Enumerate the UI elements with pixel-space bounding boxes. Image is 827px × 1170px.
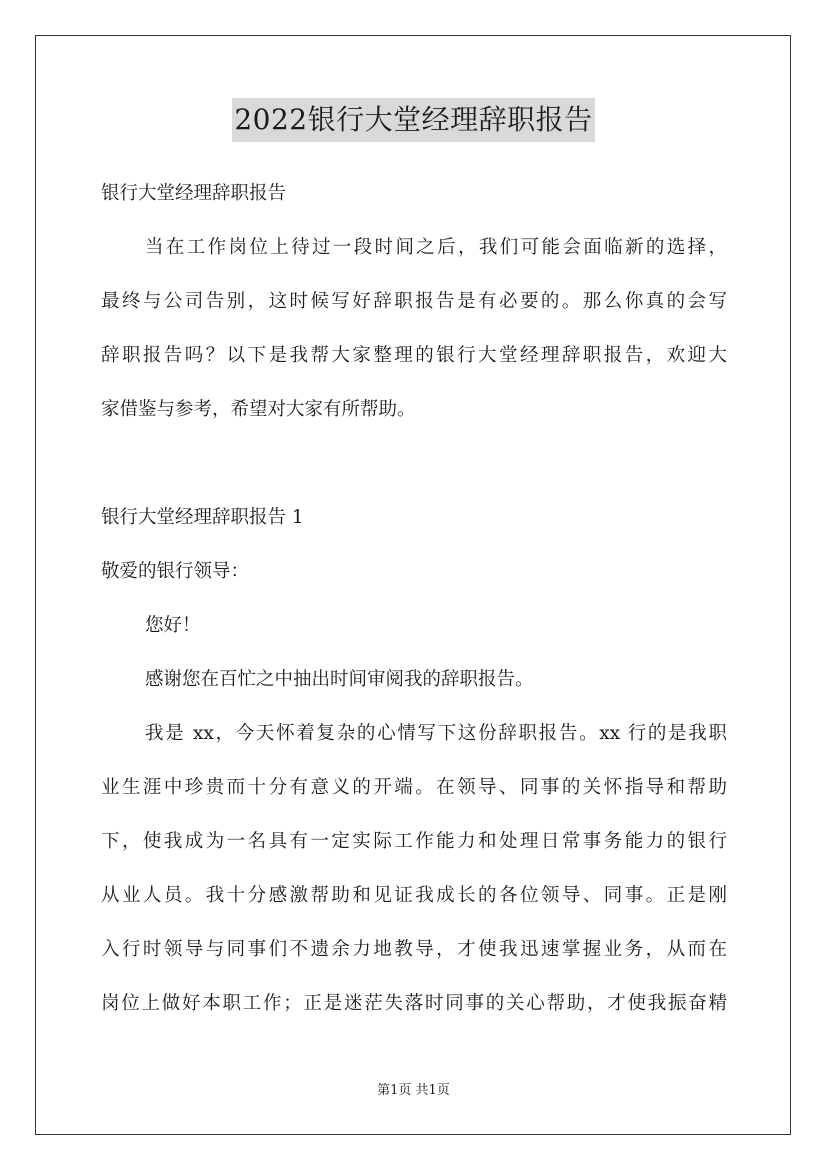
document-title: 2022银行大堂经理辞职报告 (232, 98, 594, 142)
salutation: 敬爱的银行领导： (101, 561, 250, 582)
body-line-2: 业生涯中珍贵而十分有意义的开端。在领导、同事的关怀指导和帮助 (101, 777, 727, 798)
intro-line-2: 最终与公司告别，这时候写好辞职报告是有必要的。那么你真的会写 (101, 291, 727, 312)
thanks-paragraph: 感谢您在百忙之中抽出时间审阅我的辞职报告。 (145, 669, 534, 690)
body-line-1: 我是 xx，今天怀着复杂的心情写下这份辞职报告。xx 行的是我职 (145, 723, 727, 744)
document-title-wrapper (0, 98, 827, 142)
body-line-5: 入行时领导与同事们不遗余力地教导，才使我迅速掌握业务，从而在 (101, 939, 727, 960)
document-subtitle: 银行大堂经理辞职报告 (101, 183, 287, 204)
body-line-6: 岗位上做好本职工作；正是迷茫失落时同事的关心帮助，才使我振奋精 (101, 993, 727, 1014)
greeting: 您好！ (145, 615, 201, 636)
intro-line-3: 辞职报告吗？以下是我帮大家整理的银行大堂经理辞职报告，欢迎大 (101, 345, 727, 366)
intro-line-1: 当在工作岗位上待过一段时间之后，我们可能会面临新的选择， (145, 237, 727, 258)
body-line-3: 下，使我成为一名具有一定实际工作能力和处理日常事务能力的银行 (101, 831, 727, 852)
section-heading: 银行大堂经理辞职报告 1 (101, 507, 304, 528)
page-number-footer: 第1页 共1页 (377, 1083, 450, 1098)
intro-line-4: 家借鉴与参考，希望对大家有所帮助。 (101, 399, 416, 420)
body-line-4: 从业人员。我十分感激帮助和见证我成长的各位领导、同事。正是刚 (101, 885, 727, 906)
